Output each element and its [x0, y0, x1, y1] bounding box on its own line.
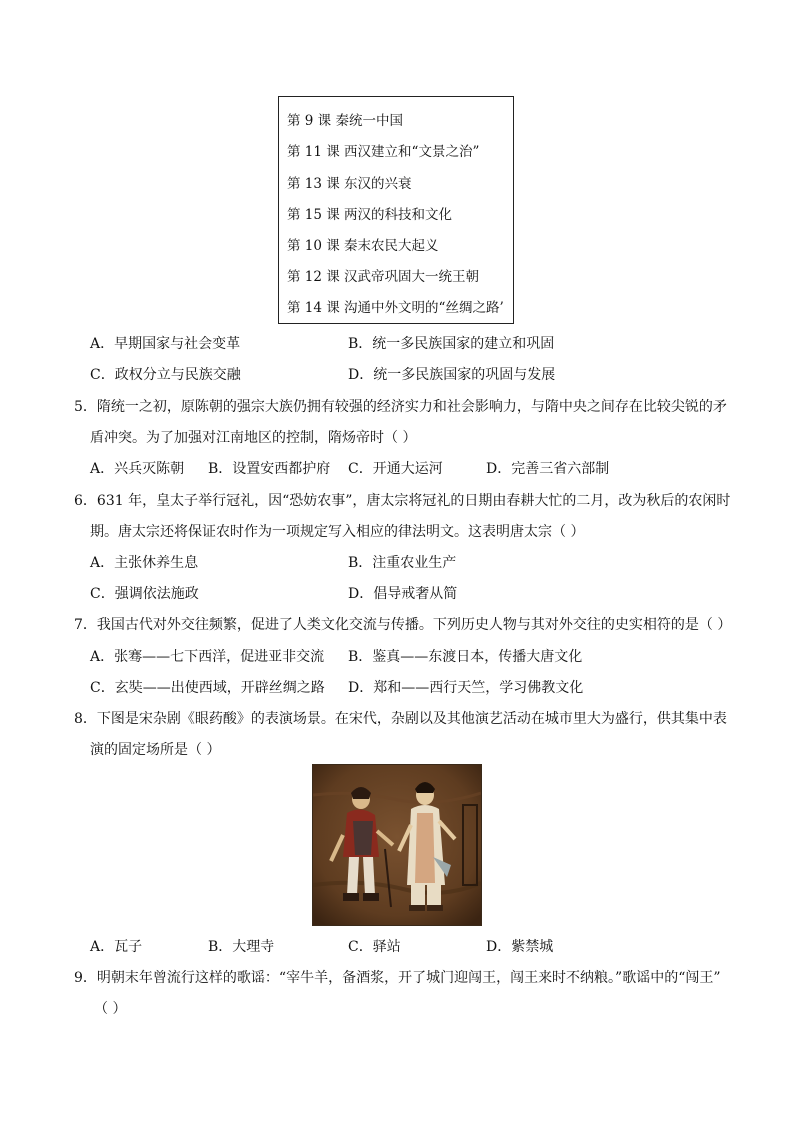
q4-option-d[interactable]: D．统一多民族国家的巩固与发展: [348, 367, 556, 383]
lesson-line: 第 14 课 沟通中外文明的“丝绸之路’: [287, 300, 504, 316]
q7-option-a[interactable]: A．张骞——七下西洋，促进亚非交流: [90, 649, 325, 665]
q6-option-a[interactable]: A．主张休养生息: [90, 555, 199, 571]
painting-illustration: [313, 765, 481, 925]
question-5-text-cont: 盾冲突。为了加强对江南地区的控制，隋炀帝时（ ）: [90, 430, 417, 446]
q5-option-a[interactable]: A．兴兵灭陈朝: [90, 461, 185, 477]
q8-option-b[interactable]: B．大理寺: [208, 939, 275, 955]
question-8-text: 8．下图是宋杂剧《眼药酸》的表演场景。在宋代，杂剧以及其他演艺活动在城市里大为盛行，供其集中表: [74, 711, 727, 727]
q6-option-b[interactable]: B．注重农业生产: [348, 555, 457, 571]
q4-option-c[interactable]: C．政权分立与民族交融: [90, 367, 241, 383]
lesson-line: 第 9 课 秦统一中国: [287, 113, 403, 129]
lesson-list-box: [278, 96, 514, 324]
question-6-text-cont: 期。唐太宗还将保证农时作为一项规定写入相应的律法明文。这表明唐太宗（ ）: [90, 524, 585, 540]
q6-option-d[interactable]: D．倡导戒奢从简: [348, 586, 458, 602]
q4-option-a[interactable]: A．早期国家与社会变革: [90, 336, 241, 352]
q7-option-d[interactable]: D．郑和——西行天竺，学习佛教文化: [348, 680, 584, 696]
q5-option-b[interactable]: B．设置安西都护府: [208, 461, 331, 477]
lesson-line: 第 13 课 东汉的兴衰: [287, 176, 412, 192]
q4-option-b[interactable]: B．统一多民族国家的建立和巩固: [348, 336, 555, 352]
question-7-text: 7．我国古代对外交往频繁，促进了人类文化交流与传播。下列历史人物与其对外交往的史实相符的是（ ）: [74, 617, 732, 633]
question-9-text: 9．明朝末年曾流行这样的歌谣：“宰牛羊，备酒浆，开了城门迎闯王，闯王来时不纳粮。”歌谣中的“闯王”: [74, 970, 721, 986]
q8-option-c[interactable]: C．驿站: [348, 939, 401, 955]
question-5-text: 5．隋统一之初，原陈朝的强宗大族仍拥有较强的经济实力和社会影响力，与隋中央之间存在比较尖锐的矛: [74, 399, 727, 415]
q5-option-d[interactable]: D．完善三省六部制: [486, 461, 610, 477]
q6-option-c[interactable]: C．强调依法施政: [90, 586, 199, 602]
q7-option-c[interactable]: C．玄奘——出使西域，开辟丝绸之路: [90, 680, 325, 696]
lesson-line: 第 15 课 两汉的科技和文化: [287, 207, 453, 223]
lesson-line: 第 12 课 汉武帝巩固大一统王朝: [287, 269, 480, 285]
q8-option-d[interactable]: D．紫禁城: [486, 939, 554, 955]
question-6-text: 6．631 年，皇太子举行冠礼，因“恐妨农事”，唐太宗将冠礼的日期由春耕大忙的二月，改为秋后的农闲时: [74, 493, 731, 509]
question-8-text-cont: 演的固定场所是（ ）: [90, 742, 221, 758]
song-zaju-painting: [312, 764, 482, 926]
lesson-line: 第 10 课 秦末农民大起义: [287, 238, 439, 254]
q8-option-a[interactable]: A．瓦子: [90, 939, 143, 955]
question-9-text-cont: （ ）: [94, 1001, 127, 1017]
q5-option-c[interactable]: C．开通大运河: [348, 461, 443, 477]
q7-option-b[interactable]: B．鉴真——东渡日本，传播大唐文化: [348, 649, 583, 665]
lesson-line: 第 11 课 西汉建立和“文景之治”: [287, 144, 480, 160]
